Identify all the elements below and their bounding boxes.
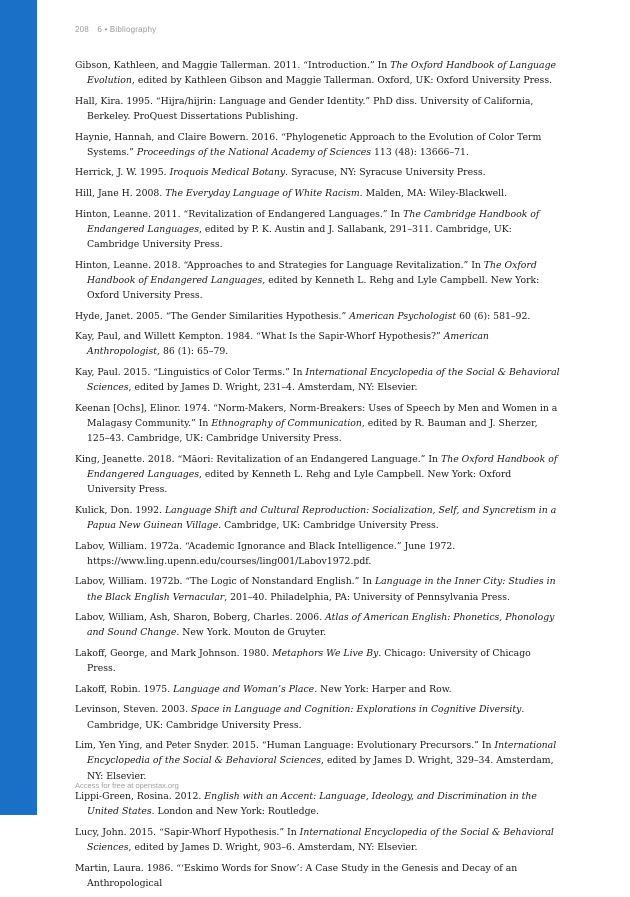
- entry-text: , edited by Kathleen Gibson and Maggie Tallerman. Oxford, UK: Oxford University Press.: [131, 75, 553, 87]
- entry-title-italic: The Oxford Handbook of Endangered Languages: [87, 259, 537, 286]
- bibliography-entry: [75, 861, 560, 891]
- entry-text: , edited by Kenneth L. Rehg and Lyle Campbell. New York: Oxford University Press.: [87, 274, 540, 301]
- entry-title-italic: Ethnography of Communication: [211, 417, 362, 429]
- entry-title-italic: Metaphors We Live By: [272, 647, 379, 659]
- entry-text: Hall, Kira. 1995. “Hijra/hijrin: Language and Gender Identity.” PhD diss. University of California, Berkeley. ProQuest Dissertations Publishing.: [75, 95, 534, 122]
- entry-text: , edited by Kenneth L. Rehg and Lyle Campbell. New York: Oxford University Press.: [87, 468, 512, 496]
- entry-title-italic: Language in the Inner City: Studies in the Black English Vernacular: [87, 576, 556, 603]
- page-number: 208: [75, 25, 89, 34]
- bibliography-entry: [75, 58, 560, 88]
- entry-title-italic: American Anthropologist,: [87, 331, 489, 358]
- entry-text: , edited by P. K. Austin and J. Sallabank, 291–311. Cambridge, UK: Cambridge University Press.: [87, 223, 512, 250]
- entry-text: Labov, William. 1972a. “Academic Ignorance and Black Intelligence.” June 1972. https://www.ling.upenn.edu/courses/ling001/Labov1972.pdf.: [75, 540, 456, 567]
- bibliography-entry: [75, 503, 560, 533]
- entry-title-italic: Language Shift and Cultural Reproduction: Socialization, Self, and Syncretism in a Papua New Guinean Village: [87, 504, 557, 531]
- bibliography-entry: [75, 329, 560, 359]
- entry-text: Haynie, Hannah, and Claire Bowern. 2016. “Phylogenetic Approach to the Evolution of Color Term Systems.”: [75, 131, 542, 158]
- bibliography-entry: [75, 738, 560, 784]
- entry-text: Lakoff, George, and Mark Johnson. 1980.: [75, 647, 273, 659]
- bibliography-entry: [75, 539, 560, 569]
- entry-text: . New York. Mouton de Gruyter.: [176, 627, 327, 639]
- bibliography-entry: [75, 165, 560, 180]
- bibliography-list: [75, 58, 560, 897]
- entry-text: , edited by James D. Wright, 903–6. Amsterdam, NY: Elsevier.: [128, 842, 418, 854]
- entry-text: Levinson, Steven. 2003.: [75, 704, 191, 716]
- footer-access-link[interactable]: Access for free at openstax.org: [75, 781, 179, 790]
- bibliography-entry: [75, 258, 560, 304]
- bibliography-entry: [75, 94, 560, 124]
- entry-text: Hill, Jane H. 2008.: [75, 187, 166, 199]
- entry-text: , edited by James D. Wright, 231–4. Amsterdam, NY: Elsevier.: [128, 382, 418, 394]
- bibliography-entry: [75, 186, 560, 201]
- entry-text: Lucy, John. 2015. “Sapir-Whorf Hypothesis.” In: [75, 826, 300, 838]
- bibliography-entry: [75, 574, 560, 604]
- bibliography-entry: [75, 207, 560, 253]
- entry-title-italic: International Encyclopedia of the Social & Behavioral Sciences: [87, 826, 554, 854]
- entry-title-italic: Iroquois Medical Botany: [169, 167, 286, 179]
- entry-title-italic: International Encyclopedia of the Social & Behavioral Sciences: [87, 740, 557, 767]
- bibliography-entry: [75, 130, 560, 160]
- bibliography-entry: [75, 646, 560, 676]
- entry-text: , edited by James D. Wright, 329–34. Amsterdam, NY: Elsevier.: [87, 755, 554, 782]
- entry-text: Lippi-Green, Rosina. 2012.: [75, 791, 205, 803]
- entry-text: . Cambridge, UK: Cambridge University Press.: [87, 704, 525, 731]
- entry-text: Gibson, Kathleen, and Maggie Tallerman. 2011. “Introduction.” In: [75, 60, 391, 71]
- entry-title-italic: American Psychologist: [349, 310, 457, 322]
- entry-title-italic: The Cambridge Handbook of Endangered Languages: [87, 208, 540, 235]
- bibliography-entry: [75, 702, 560, 732]
- bibliography-entry: [75, 309, 560, 324]
- bibliography-entry: [75, 610, 560, 640]
- bibliography-entry: [75, 452, 560, 498]
- entry-title-italic: English with an Accent: Language, Ideology, and Discrimination in the United States: [87, 791, 537, 818]
- entry-text: . London and New York: Routledge.: [151, 806, 320, 818]
- entry-title-italic: The Oxford Handbook of Endangered Languages: [87, 453, 558, 480]
- entry-text: Herrick, J. W. 1995.: [75, 167, 170, 179]
- bibliography-entry: [75, 401, 560, 447]
- side-accent-bar: [0, 0, 37, 815]
- entry-text: 113 (48): 13666–71.: [371, 146, 469, 158]
- entry-text: Hinton, Leanne. 2018. “Approaches to and Strategies for Language Revitalization.” In: [75, 259, 484, 271]
- entry-text: Martin, Laura. 1986. “‘Eskimo Words for Snow’: A Case Study in the Genesis and Decay of an Anthropological: [75, 862, 518, 889]
- entry-text: Labov, William, Ash, Sharon, Boberg, Charles. 2006.: [75, 612, 326, 624]
- chapter-title: 6 • Bibliography: [97, 25, 157, 34]
- entry-title-italic: The Oxford Handbook of Language Evolution: [87, 60, 557, 87]
- entry-text: Kay, Paul. 2015. “Linguistics of Color Terms.” In: [75, 366, 306, 378]
- entry-text: . New York: Harper and Row.: [314, 683, 452, 695]
- entry-title-italic: Proceedings of the National Academy of Sciences: [136, 146, 372, 158]
- bibliography-entry: [75, 825, 560, 855]
- bibliography-entry: [75, 365, 560, 395]
- entry-text: Lakoff, Robin. 1975.: [75, 683, 174, 695]
- entry-title-italic: Atlas of American English: Phonetics, Phonology and Sound Change: [87, 612, 555, 639]
- bibliography-entry: [75, 682, 560, 697]
- entry-text: . Cambridge, UK: Cambridge University Press.: [218, 519, 439, 531]
- entry-text: 60 (6): 581–92.: [456, 310, 531, 322]
- entry-title-italic: The Everyday Language of White Racism: [165, 187, 360, 199]
- entry-text: Kulick, Don. 1992.: [75, 504, 165, 516]
- entry-text: Labov, William. 1972b. “The Logic of Nonstandard English.” In: [75, 576, 375, 588]
- entry-title-italic: Language and Woman’s Place: [173, 683, 315, 695]
- entry-text: Hinton, Leanne. 2011. “Revitalization of Endangered Languages.” In: [75, 208, 404, 220]
- entry-text: Kay, Paul, and Willett Kempton. 1984. “What Is the Sapir-Whorf Hypothesis?”: [75, 331, 444, 343]
- page-header: [75, 25, 156, 34]
- entry-text: , edited by R. Bauman and J. Sherzer, 125–43. Cambridge, UK: Cambridge University Press.: [87, 417, 538, 445]
- entry-title-italic: International Encyclopedia of the Social & Behavioral Sciences: [87, 366, 560, 394]
- entry-text: , 201–40. Philadelphia, PA: University of Pennsylvania Press.: [224, 591, 510, 603]
- entry-text: . Syracuse, NY: Syracuse University Press.: [285, 167, 486, 179]
- entry-text: . Chicago: University of Chicago Press.: [87, 647, 531, 675]
- entry-title-italic: Space in Language and Cognition: Explorations in Cognitive Diversity: [190, 704, 522, 716]
- entry-text: King, Jeanette. 2018. “Māori: Revitalization of an Endangered Language.” In: [75, 453, 442, 465]
- entry-text: Lim, Yen Ying, and Peter Snyder. 2015. “Human Language: Evolutionary Precursors.” In: [75, 740, 495, 752]
- entry-text: Keenan [Ochs], Elinor. 1974. “Norm-Makers, Norm-Breakers: Uses of Speech by Men and Women in a Malagasy Community.” In: [75, 402, 558, 429]
- entry-text: 86 (1): 65–79.: [159, 346, 229, 358]
- entry-text: Hyde, Janet. 2005. “The Gender Similarities Hypothesis.”: [75, 310, 350, 322]
- entry-text: . Malden, MA: Wiley-Blackwell.: [359, 187, 508, 199]
